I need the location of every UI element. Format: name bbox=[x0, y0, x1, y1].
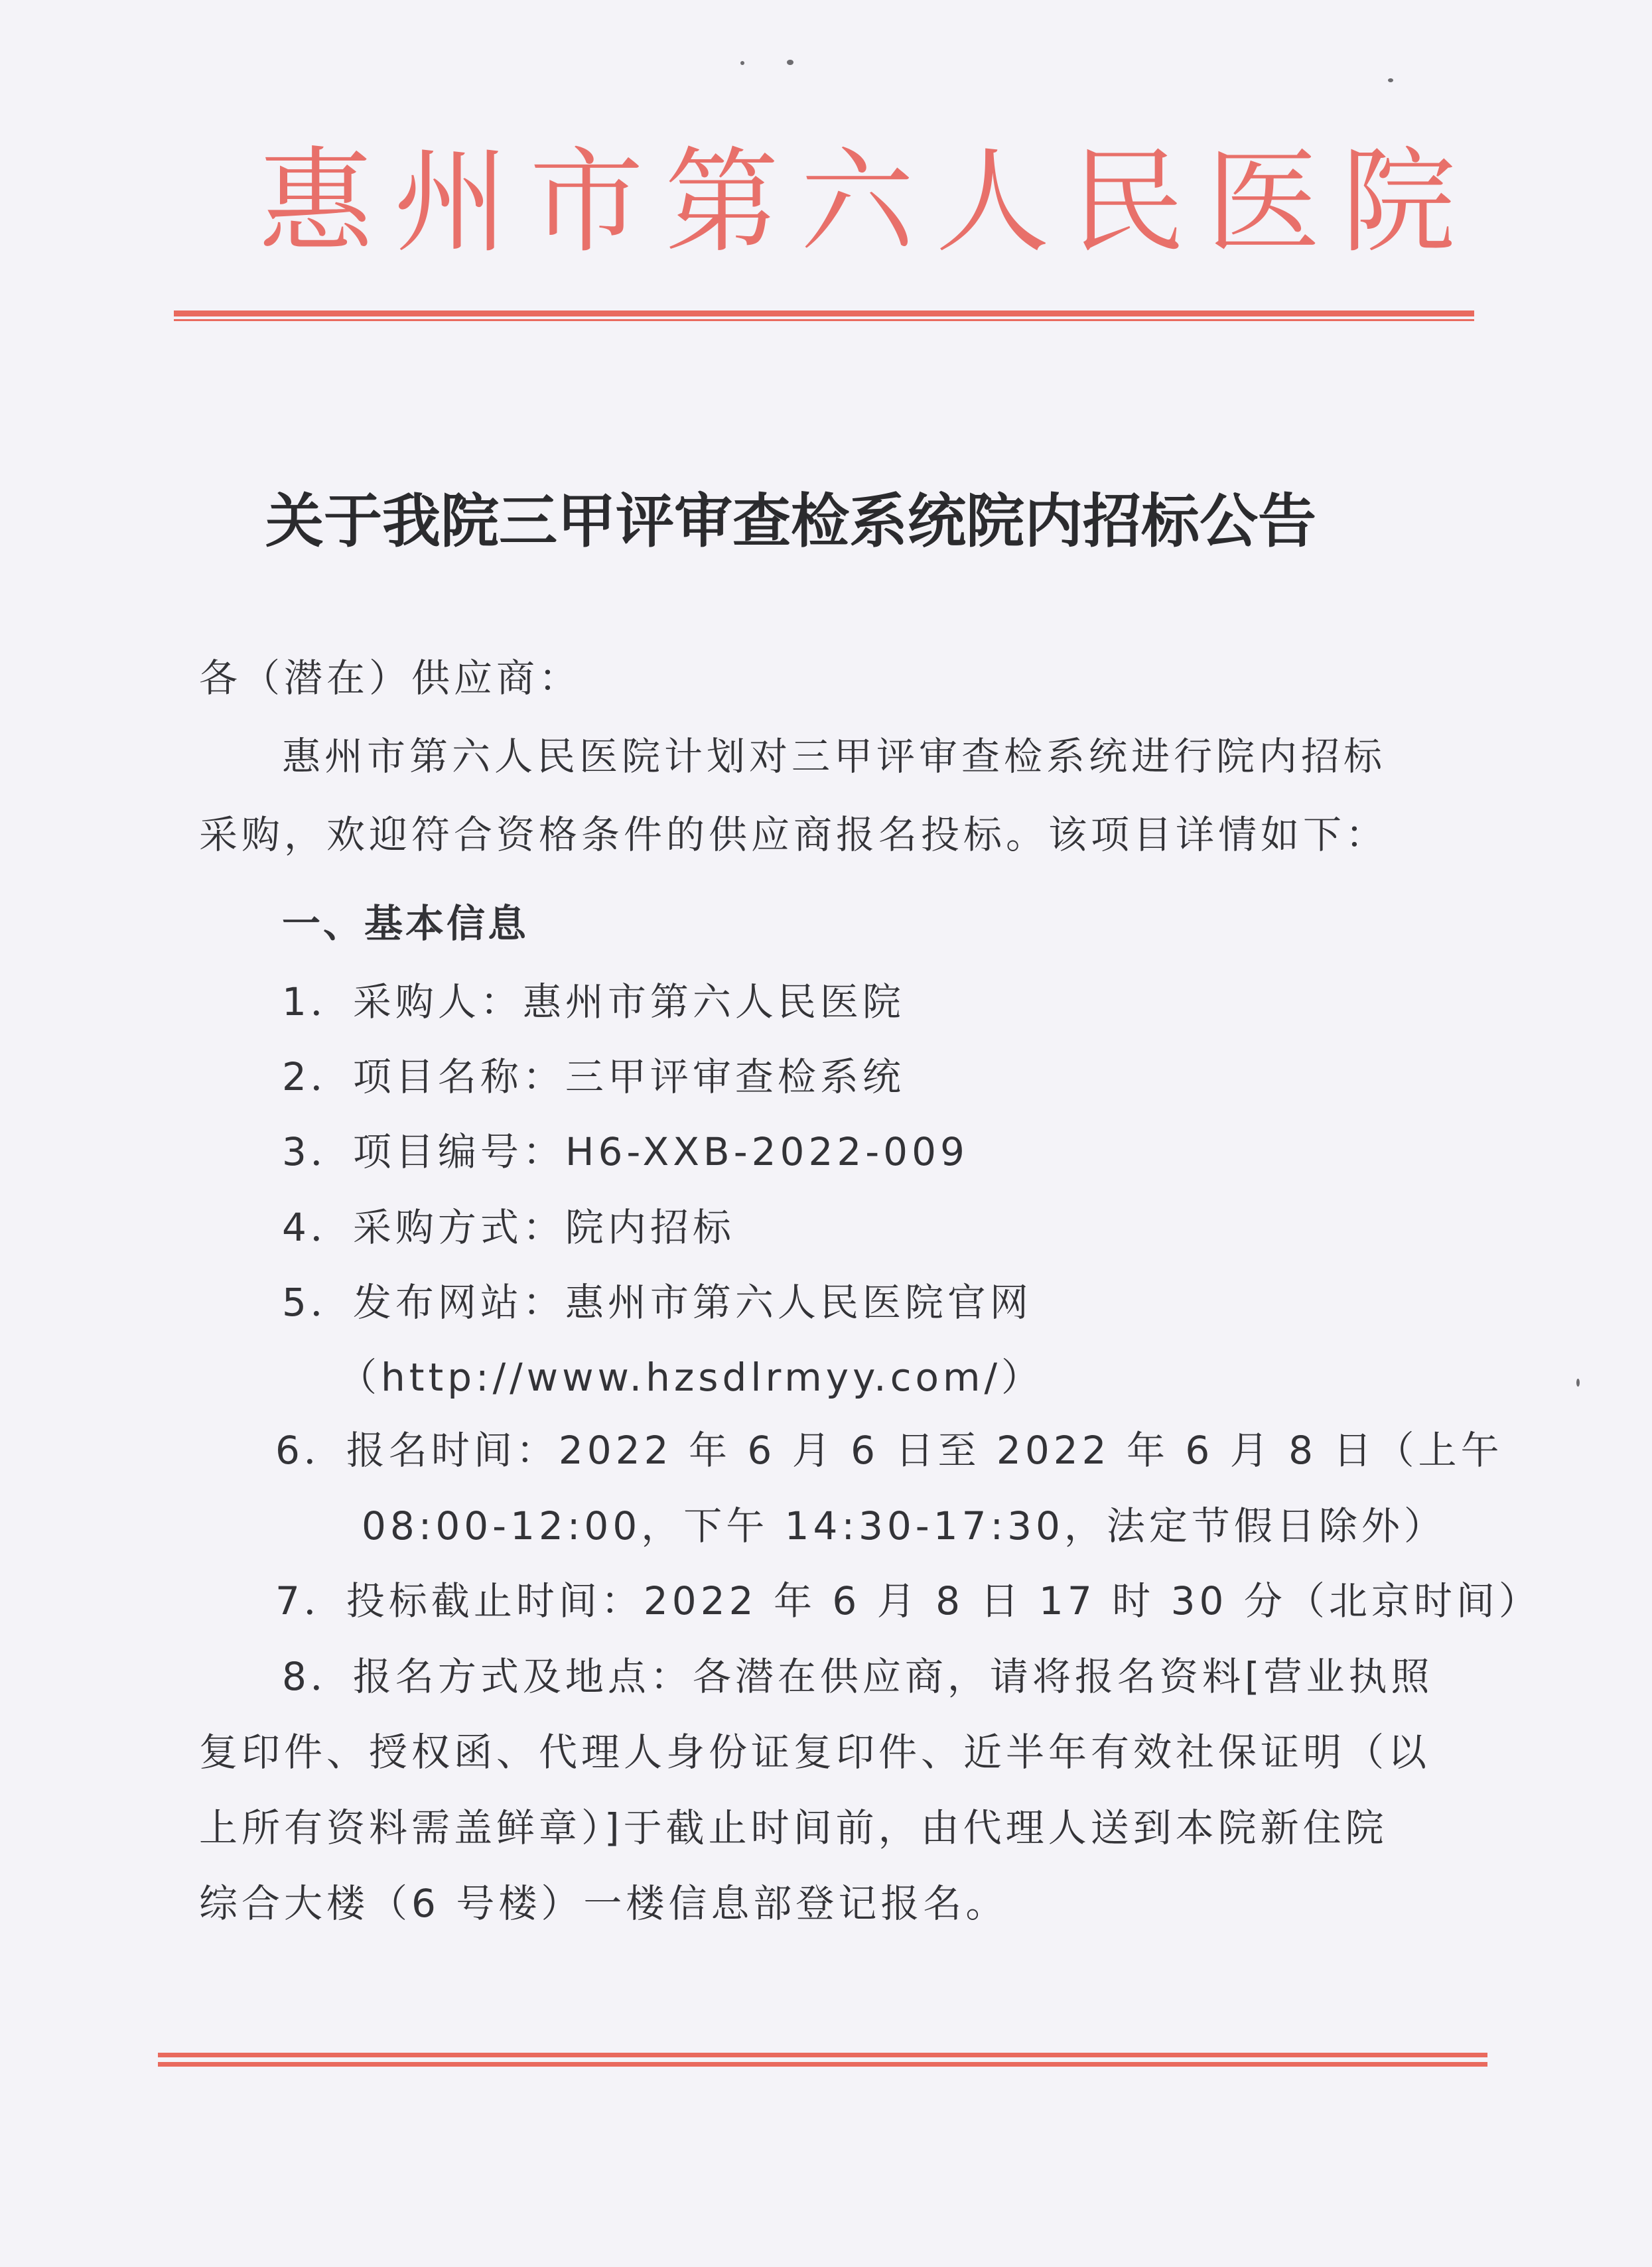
letterhead-name: 惠州市第六人民医院 bbox=[259, 135, 1477, 269]
intro-line-2: 采购，欢迎符合资格条件的供应商报名投标。该项目详情如下： bbox=[199, 812, 1389, 857]
item-publish-site: 5．发布网站：惠州市第六人民医院官网 bbox=[282, 1280, 1032, 1325]
footer-rule-1 bbox=[158, 2053, 1487, 2057]
scan-speck bbox=[787, 60, 793, 65]
item-publish-url: （http://www.hzsdlrmyy.com/） bbox=[338, 1355, 1044, 1400]
item-project-name: 2．项目名称：三甲评审查检系统 bbox=[282, 1054, 905, 1099]
item-registration-method-cont-3: 综合大楼（6 号楼）一楼信息部登记报名。 bbox=[199, 1881, 1008, 1926]
intro-line-1: 惠州市第六人民医院计划对三甲评审查检系统进行院内招标 bbox=[282, 734, 1387, 779]
item-registration-method: 8．报名方式及地点：各潜在供应商，请将报名资料[营业执照 bbox=[282, 1654, 1434, 1699]
item-registration-time: 6．报名时间：2022 年 6 月 6 日至 2022 年 6 月 8 日（上午 bbox=[275, 1428, 1503, 1473]
item-registration-method-cont-2: 上所有资料需盖鲜章）]于截止时间前，由代理人送到本院新住院 bbox=[199, 1805, 1388, 1850]
item-registration-method-cont-1: 复印件、授权函、代理人身份证复印件、近半年有效社保证明（以 bbox=[199, 1730, 1431, 1775]
item-purchase-method: 4．采购方式：院内招标 bbox=[282, 1205, 735, 1250]
item-project-number: 3．项目编号：H6-XXB-2022-009 bbox=[282, 1129, 969, 1174]
item-registration-time-cont: 08:00-12:00，下午 14:30-17:30，法定节假日除外） bbox=[362, 1503, 1446, 1548]
scan-speck bbox=[1388, 78, 1393, 82]
scan-speck bbox=[1576, 1379, 1580, 1387]
letterhead-rule-thin bbox=[174, 319, 1474, 321]
document-title: 关于我院三甲评审查检系统院内招标公告 bbox=[265, 486, 1317, 555]
letterhead-rule-thick bbox=[174, 310, 1474, 316]
scan-speck bbox=[740, 61, 744, 65]
item-purchaser: 1．采购人：惠州市第六人民医院 bbox=[282, 979, 905, 1024]
footer-rule-2 bbox=[158, 2062, 1487, 2067]
section-heading: 一、基本信息 bbox=[282, 901, 529, 946]
item-bid-deadline: 7．投标截止时间：2022 年 6 月 8 日 17 时 30 分（北京时间） bbox=[275, 1578, 1541, 1623]
salutation: 各（潜在）供应商： bbox=[199, 655, 582, 701]
